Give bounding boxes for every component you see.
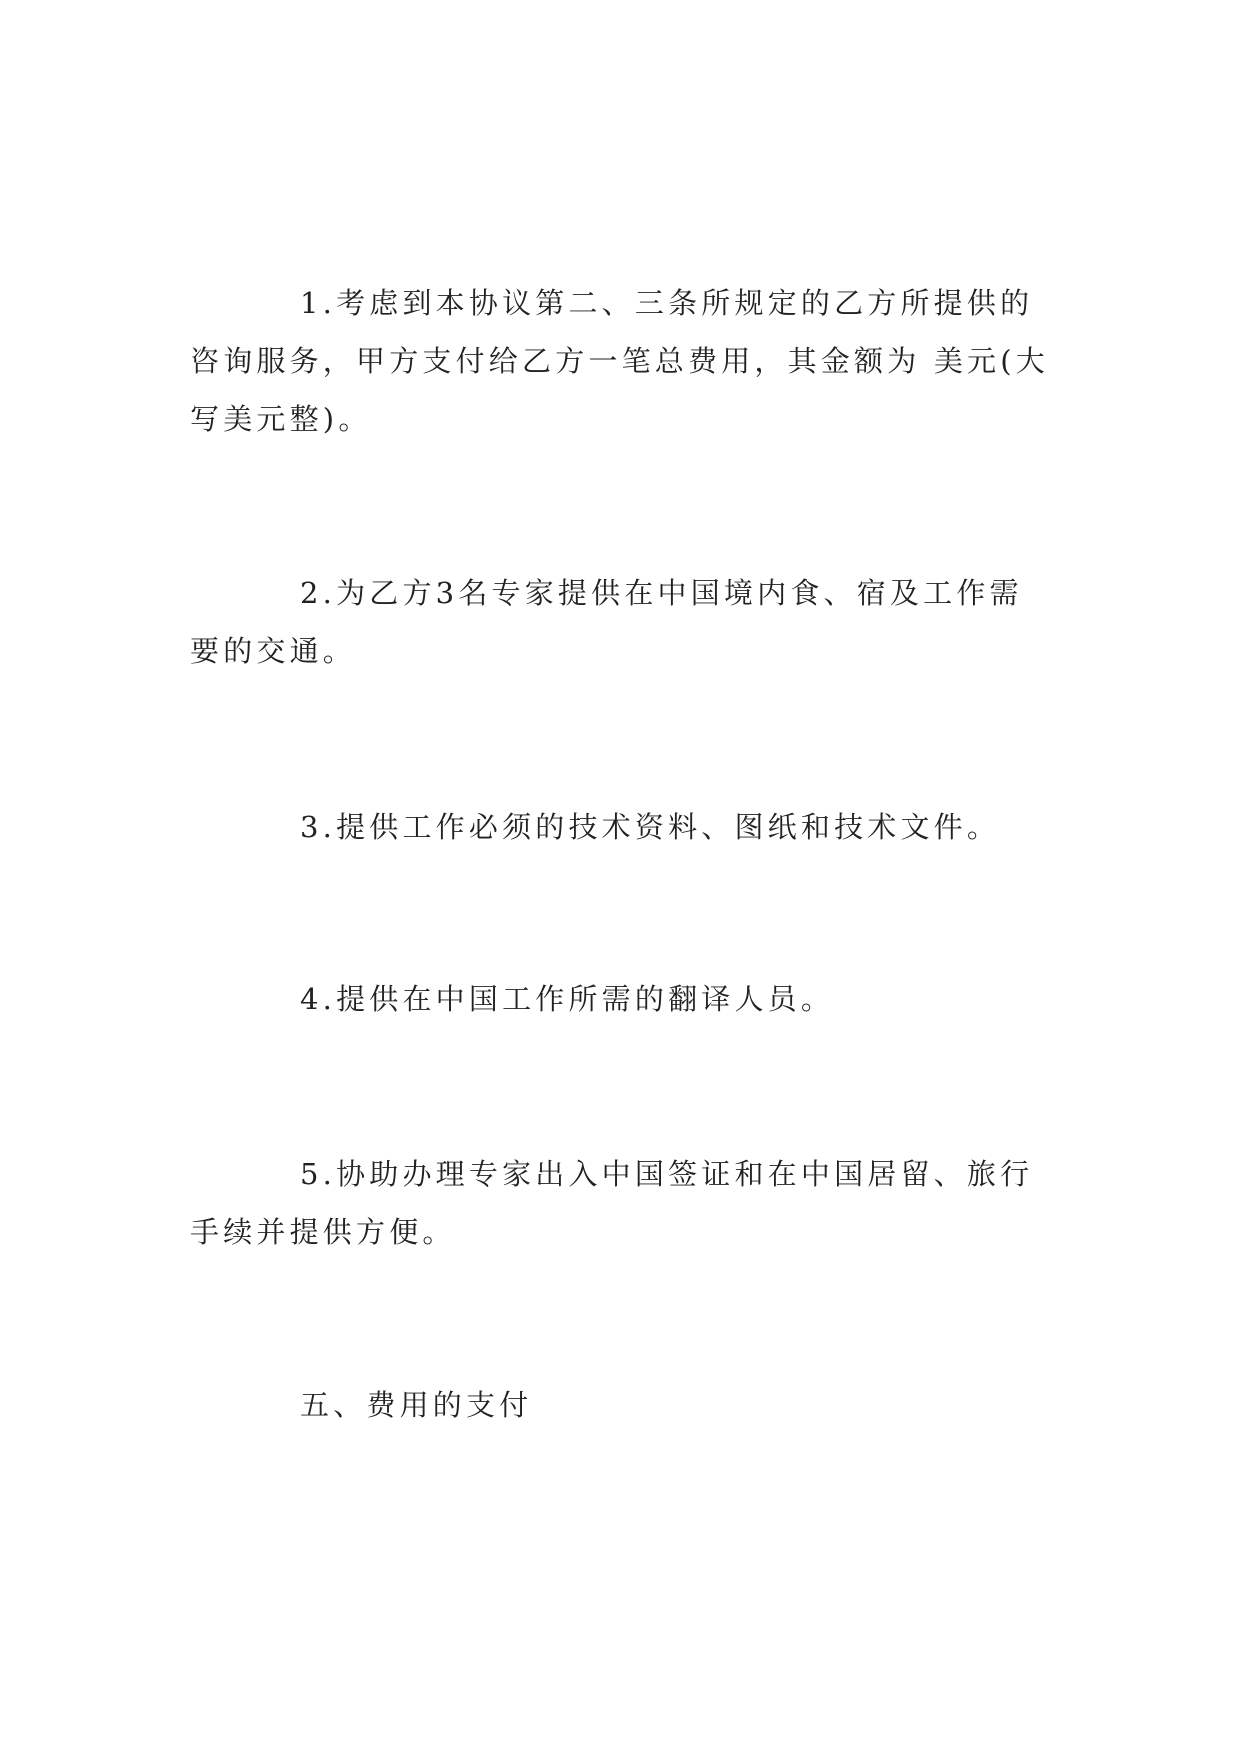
clause-1-paragraph: 1.考虑到本协议第二、三条所规定的乙方所提供的咨询服务，甲方支付给乙方一笔总费用，其金额为 美元(大写美元整)。 [190, 286, 1049, 436]
section-heading: 五、费用的支付 [300, 1388, 533, 1422]
clause-3-paragraph: 3.提供工作必须的技术资料、图纸和技术文件。 [300, 810, 1001, 844]
clause-2-paragraph: 2.为乙方3名专家提供在中国境内食、宿及工作需要的交通。 [190, 576, 1023, 668]
clause-5-paragraph: 5.协助办理专家出入中国签证和在中国居留、旅行手续并提供方便。 [190, 1157, 1034, 1249]
clause-4-paragraph: 4.提供在中国工作所需的翻译人员。 [300, 982, 835, 1016]
